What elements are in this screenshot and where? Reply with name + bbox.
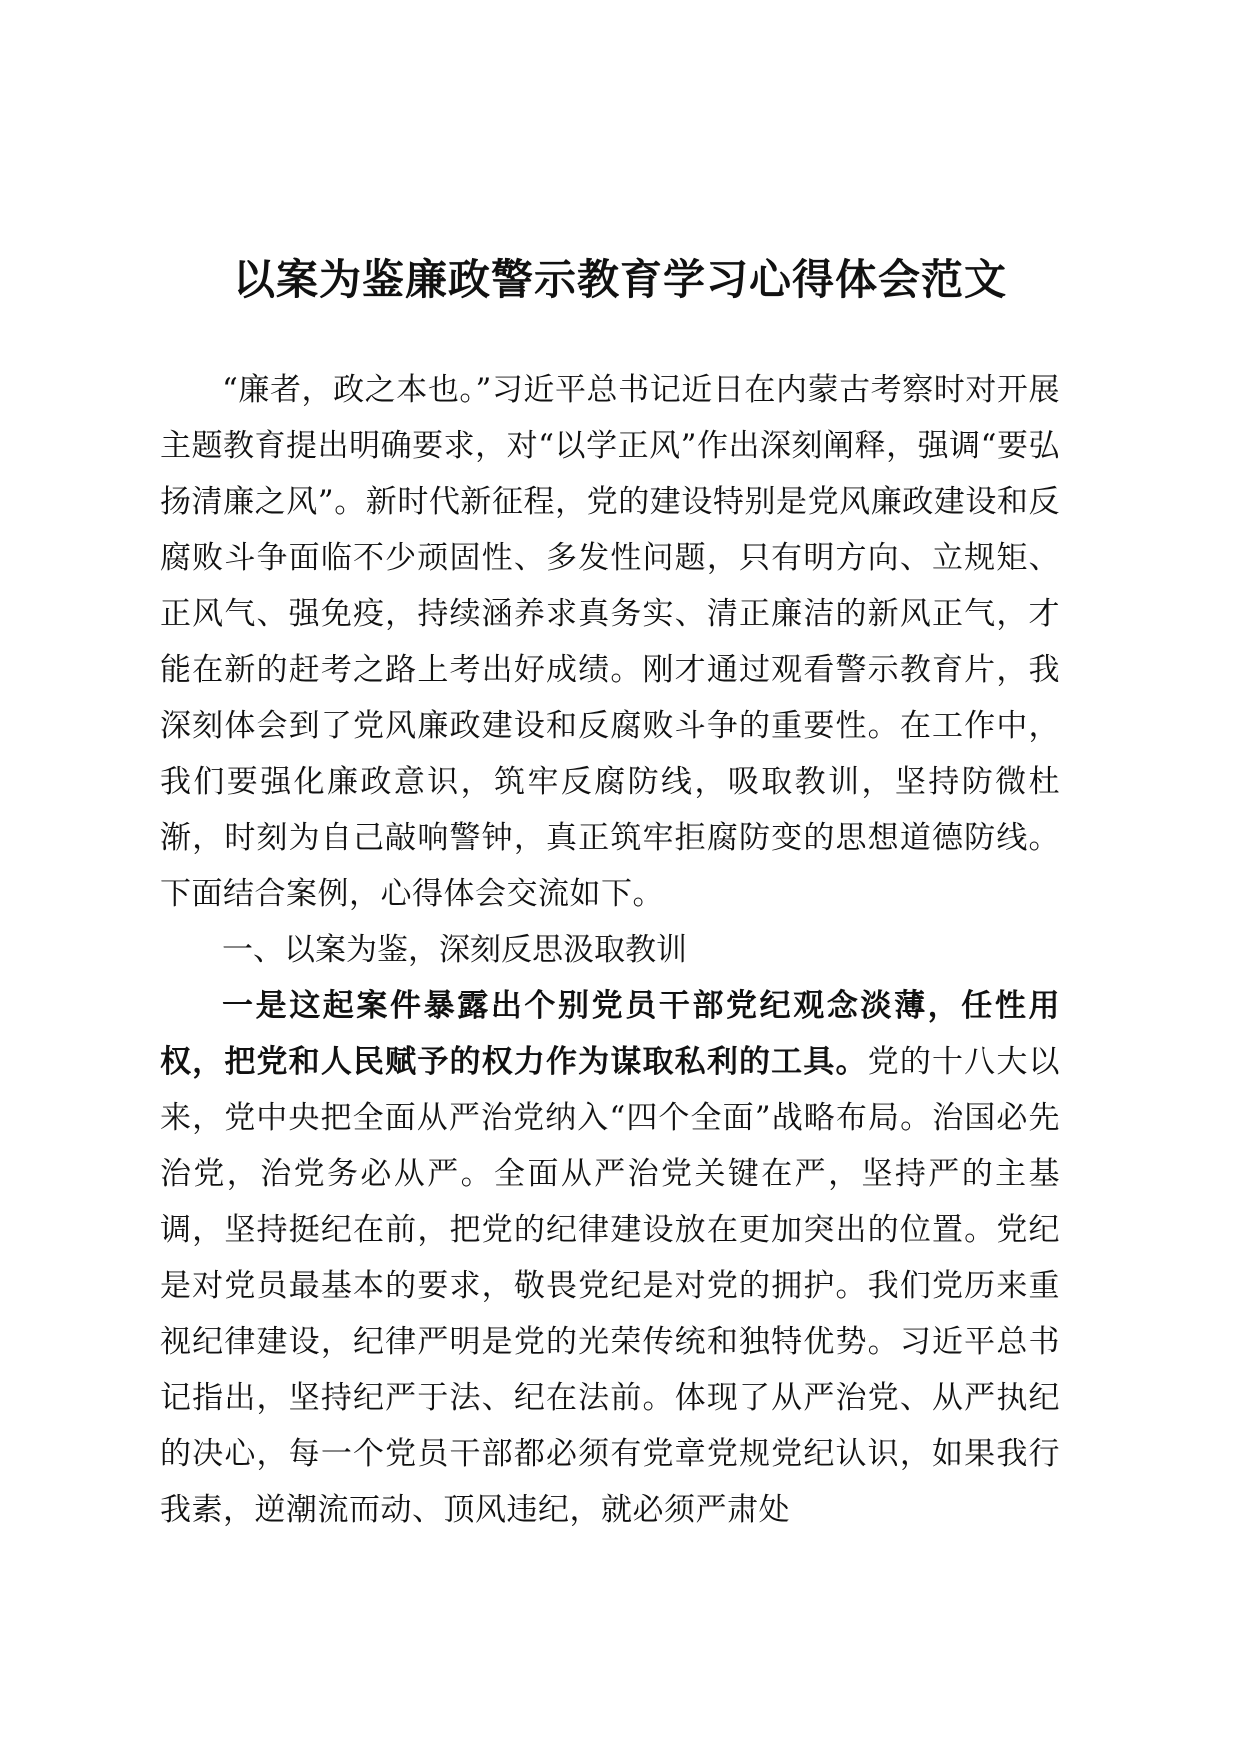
paragraph-lead-sentence: 一是这起案件暴露出个别党员干部党纪观念淡薄，任性用权，把党和人民赋予的权力作为谋取私利的工具。 [160, 988, 1060, 1080]
intro-paragraph: “廉者，政之本也。”习近平总书记近日在内蒙古考察时对开展主题教育提出明确要求，对“以学正风”作出深刻阐释，强调“要弘扬清廉之风”。新时代新征程，党的建设特别是党风廉政建设和反腐败斗争面临不少顽固性、多发性问题，只有明方向、立规矩、正风气、强免疫，持续涵养求真务实、清正廉洁的新风正气，才能在新的赶考之路上考出好成绩。刚才通过观看警示教育片，我深刻体会到了党风廉政建设和反腐败斗争的重要性。在工作中，我们要强化廉政意识，筑牢反腐防线，吸取教训，坚持防微杜渐，时刻为自己敲响警钟，真正筑牢拒腐防变的思想道德防线。下面结合案例，心得体会交流如下。 [160, 372, 1060, 912]
document-body [160, 362, 1060, 1538]
section-paragraph [160, 978, 1060, 1538]
section-heading: 一、以案为鉴，深刻反思汲取教训 [222, 932, 687, 968]
document-title: 以案为鉴廉政警示教育学习心得体会范文 [232, 255, 1007, 304]
paragraph-body-text: 党的十八大以来，党中央把全面从严治党纳入“四个全面”战略布局。治国必先治党，治党务必从严。全面从严治党关键在严，坚持严的主基调，坚持挺纪在前，把党的纪律建设放在更加突出的位置。党纪是对党员最基本的要求，敬畏党纪是对党的拥护。我们党历来重视纪律建设，纪律严明是党的光荣传统和独特优势。习近平总书记指出，坚持纪严于法、纪在法前。体现了从严治党、从严执纪的决心，每一个党员干部都必须有党章党规党纪认识，如果我行我素，逆潮流而动、顶风违纪，就必须严肃处 [160, 1044, 1061, 1528]
